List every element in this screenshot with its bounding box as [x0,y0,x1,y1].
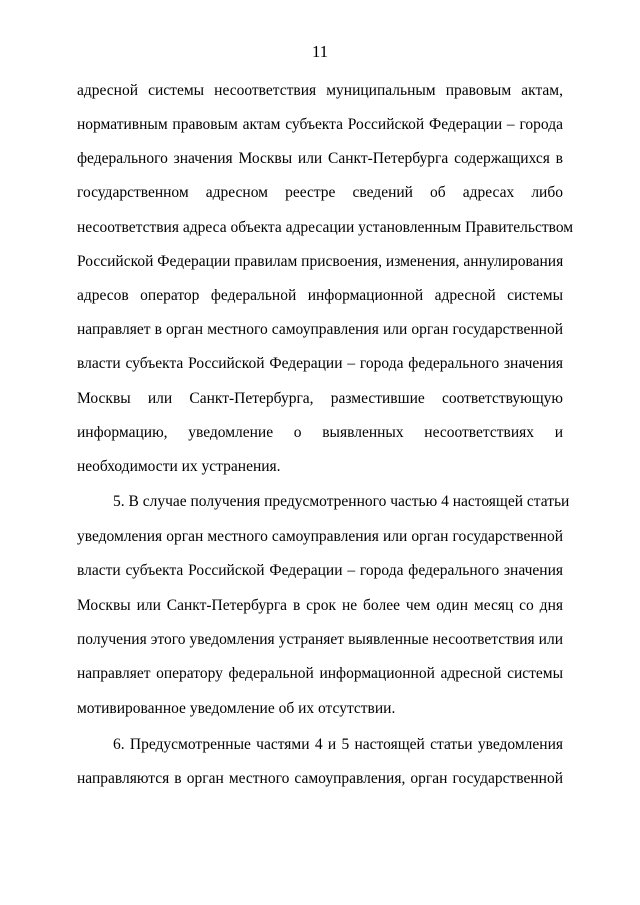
text-line: мотивированное уведомление об их отсутствии. [77,700,396,717]
text-line: адресов оператор федеральной информационной адресной системы [77,287,563,304]
text-line: направляются в орган местного самоуправления, орган государственной [77,770,563,787]
paragraph-start-line: 6. Предусмотренные частями 4 и 5 настоящей статьи уведомления [113,736,563,753]
text-line: власти субъекта Российской Федерации – города федерального значения [77,355,563,372]
text-line: власти субъекта Российской Федерации – города федерального значения [77,562,563,579]
text-line: получения этого уведомления устраняет выявленные несоответствия или [77,631,563,648]
text-line: Москвы или Санкт-Петербурга, разместившие соответствующую [77,390,563,407]
text-line: Российской Федерации правилам присвоения, изменения, аннулирования [77,253,564,270]
text-line: нормативным правовым актам субъекта Российской Федерации – города [77,116,563,133]
text-line: федерального значения Москвы или Санкт-Петербурга содержащихся в [77,150,563,167]
text-line: необходимости их устранения. [77,458,281,475]
text-line: информацию, уведомление о выявленных несоответствиях и [77,424,563,441]
page-number: 11 [311,42,329,61]
text-line: уведомления орган местного самоуправления или орган государственной [77,528,563,545]
text-line: направляет оператору федеральной информационной адресной системы [77,665,563,682]
text-line: государственном адресном реестре сведений об адресах либо [77,184,563,201]
text-line: Москвы или Санкт-Петербурга в срок не более чем один месяц со дня [77,597,563,614]
text-line: направляет в орган местного самоуправления или орган государственной [77,321,563,338]
paragraph-start-line: 5. В случае получения предусмотренного частью 4 настоящей статьи [113,493,570,510]
text-line: несоответствия адреса объекта адресации установленным Правительством [77,219,574,236]
text-line: адресной системы несоответствия муниципальным правовым актам, [77,82,563,99]
